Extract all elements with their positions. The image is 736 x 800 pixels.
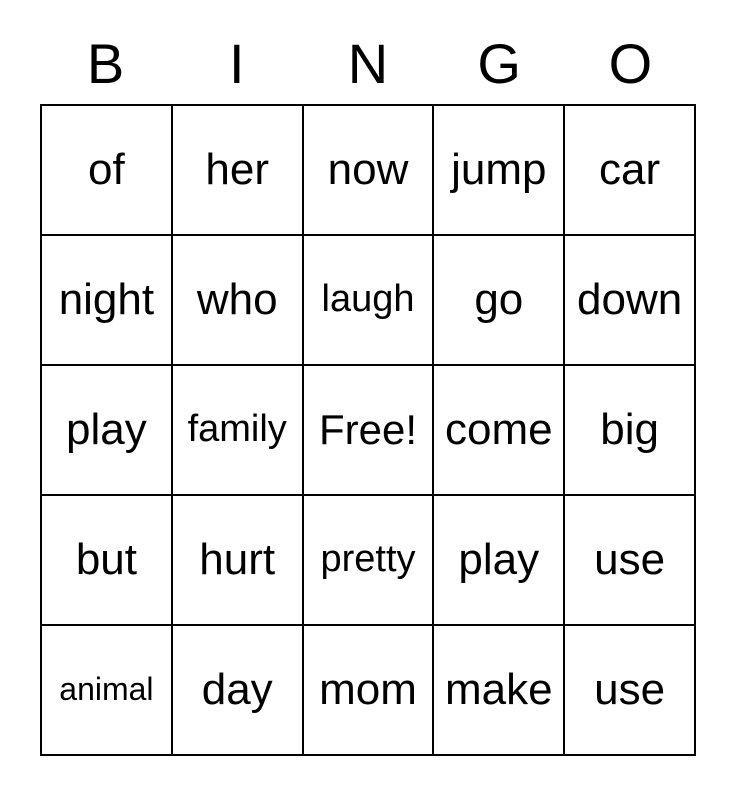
bingo-cell[interactable]	[173, 496, 304, 626]
bingo-cell[interactable]	[565, 236, 696, 366]
bingo-cell[interactable]	[434, 366, 565, 496]
bingo-cell-label: car	[599, 144, 661, 194]
bingo-cell-label: mom	[319, 664, 417, 714]
bingo-cell-label: play	[458, 534, 540, 584]
bingo-cell-label: animal	[59, 671, 154, 708]
bingo-cell[interactable]	[304, 626, 435, 756]
bingo-cell[interactable]	[304, 106, 435, 236]
bingo-cell[interactable]	[173, 366, 304, 496]
bingo-cell[interactable]	[42, 366, 173, 496]
bingo-cell-label: use	[594, 664, 666, 714]
bingo-header-letter-n: N	[347, 32, 389, 95]
bingo-cell[interactable]	[304, 236, 435, 366]
bingo-cell[interactable]	[434, 626, 565, 756]
bingo-cell-label: but	[75, 534, 137, 584]
bingo-cell[interactable]	[565, 496, 696, 626]
bingo-cell-label: hurt	[199, 534, 276, 584]
bingo-cell-label: go	[474, 274, 524, 324]
bingo-cell-label: of	[88, 144, 125, 194]
bingo-cell-label: make	[444, 664, 553, 714]
bingo-cell[interactable]	[565, 366, 696, 496]
bingo-cell-label: jump	[451, 144, 547, 194]
bingo-header-letter-b: B	[86, 32, 125, 95]
bingo-cell[interactable]	[173, 626, 304, 756]
bingo-header-letter-o: O	[608, 32, 653, 95]
bingo-cell-label: big	[600, 404, 659, 454]
bingo-cell[interactable]	[434, 236, 565, 366]
bingo-cell[interactable]	[434, 106, 565, 236]
bingo-cell[interactable]	[42, 496, 173, 626]
bingo-cell[interactable]	[565, 106, 696, 236]
bingo-cell-label: her	[205, 144, 269, 194]
bingo-cell-free[interactable]	[304, 366, 435, 496]
bingo-cell-label: day	[201, 664, 273, 714]
bingo-cell[interactable]	[42, 236, 173, 366]
bingo-header-letter-g: G	[477, 32, 521, 95]
bingo-cell-label: Free!	[318, 405, 417, 453]
bingo-cell-label: night	[58, 274, 155, 324]
bingo-cell[interactable]	[434, 496, 565, 626]
bingo-cell-label: laugh	[321, 278, 415, 321]
bingo-cell-label: pretty	[320, 538, 416, 581]
bingo-header-letter-i: I	[229, 32, 245, 95]
bingo-cell[interactable]	[304, 496, 435, 626]
bingo-cell-label: down	[577, 274, 683, 324]
bingo-cell[interactable]	[565, 626, 696, 756]
bingo-header-row	[40, 24, 696, 104]
bingo-cell-label: use	[594, 534, 666, 584]
bingo-cell[interactable]	[42, 626, 173, 756]
bingo-cell[interactable]	[173, 236, 304, 366]
bingo-cell-label: who	[196, 274, 278, 324]
bingo-cell-label: now	[327, 144, 409, 194]
bingo-cell-label: play	[66, 404, 147, 454]
bingo-cell[interactable]	[42, 106, 173, 236]
bingo-cell[interactable]	[173, 106, 304, 236]
bingo-card	[40, 24, 696, 756]
bingo-grid	[40, 104, 696, 756]
bingo-cell-label: family	[187, 408, 287, 451]
bingo-cell-label: come	[444, 404, 553, 454]
